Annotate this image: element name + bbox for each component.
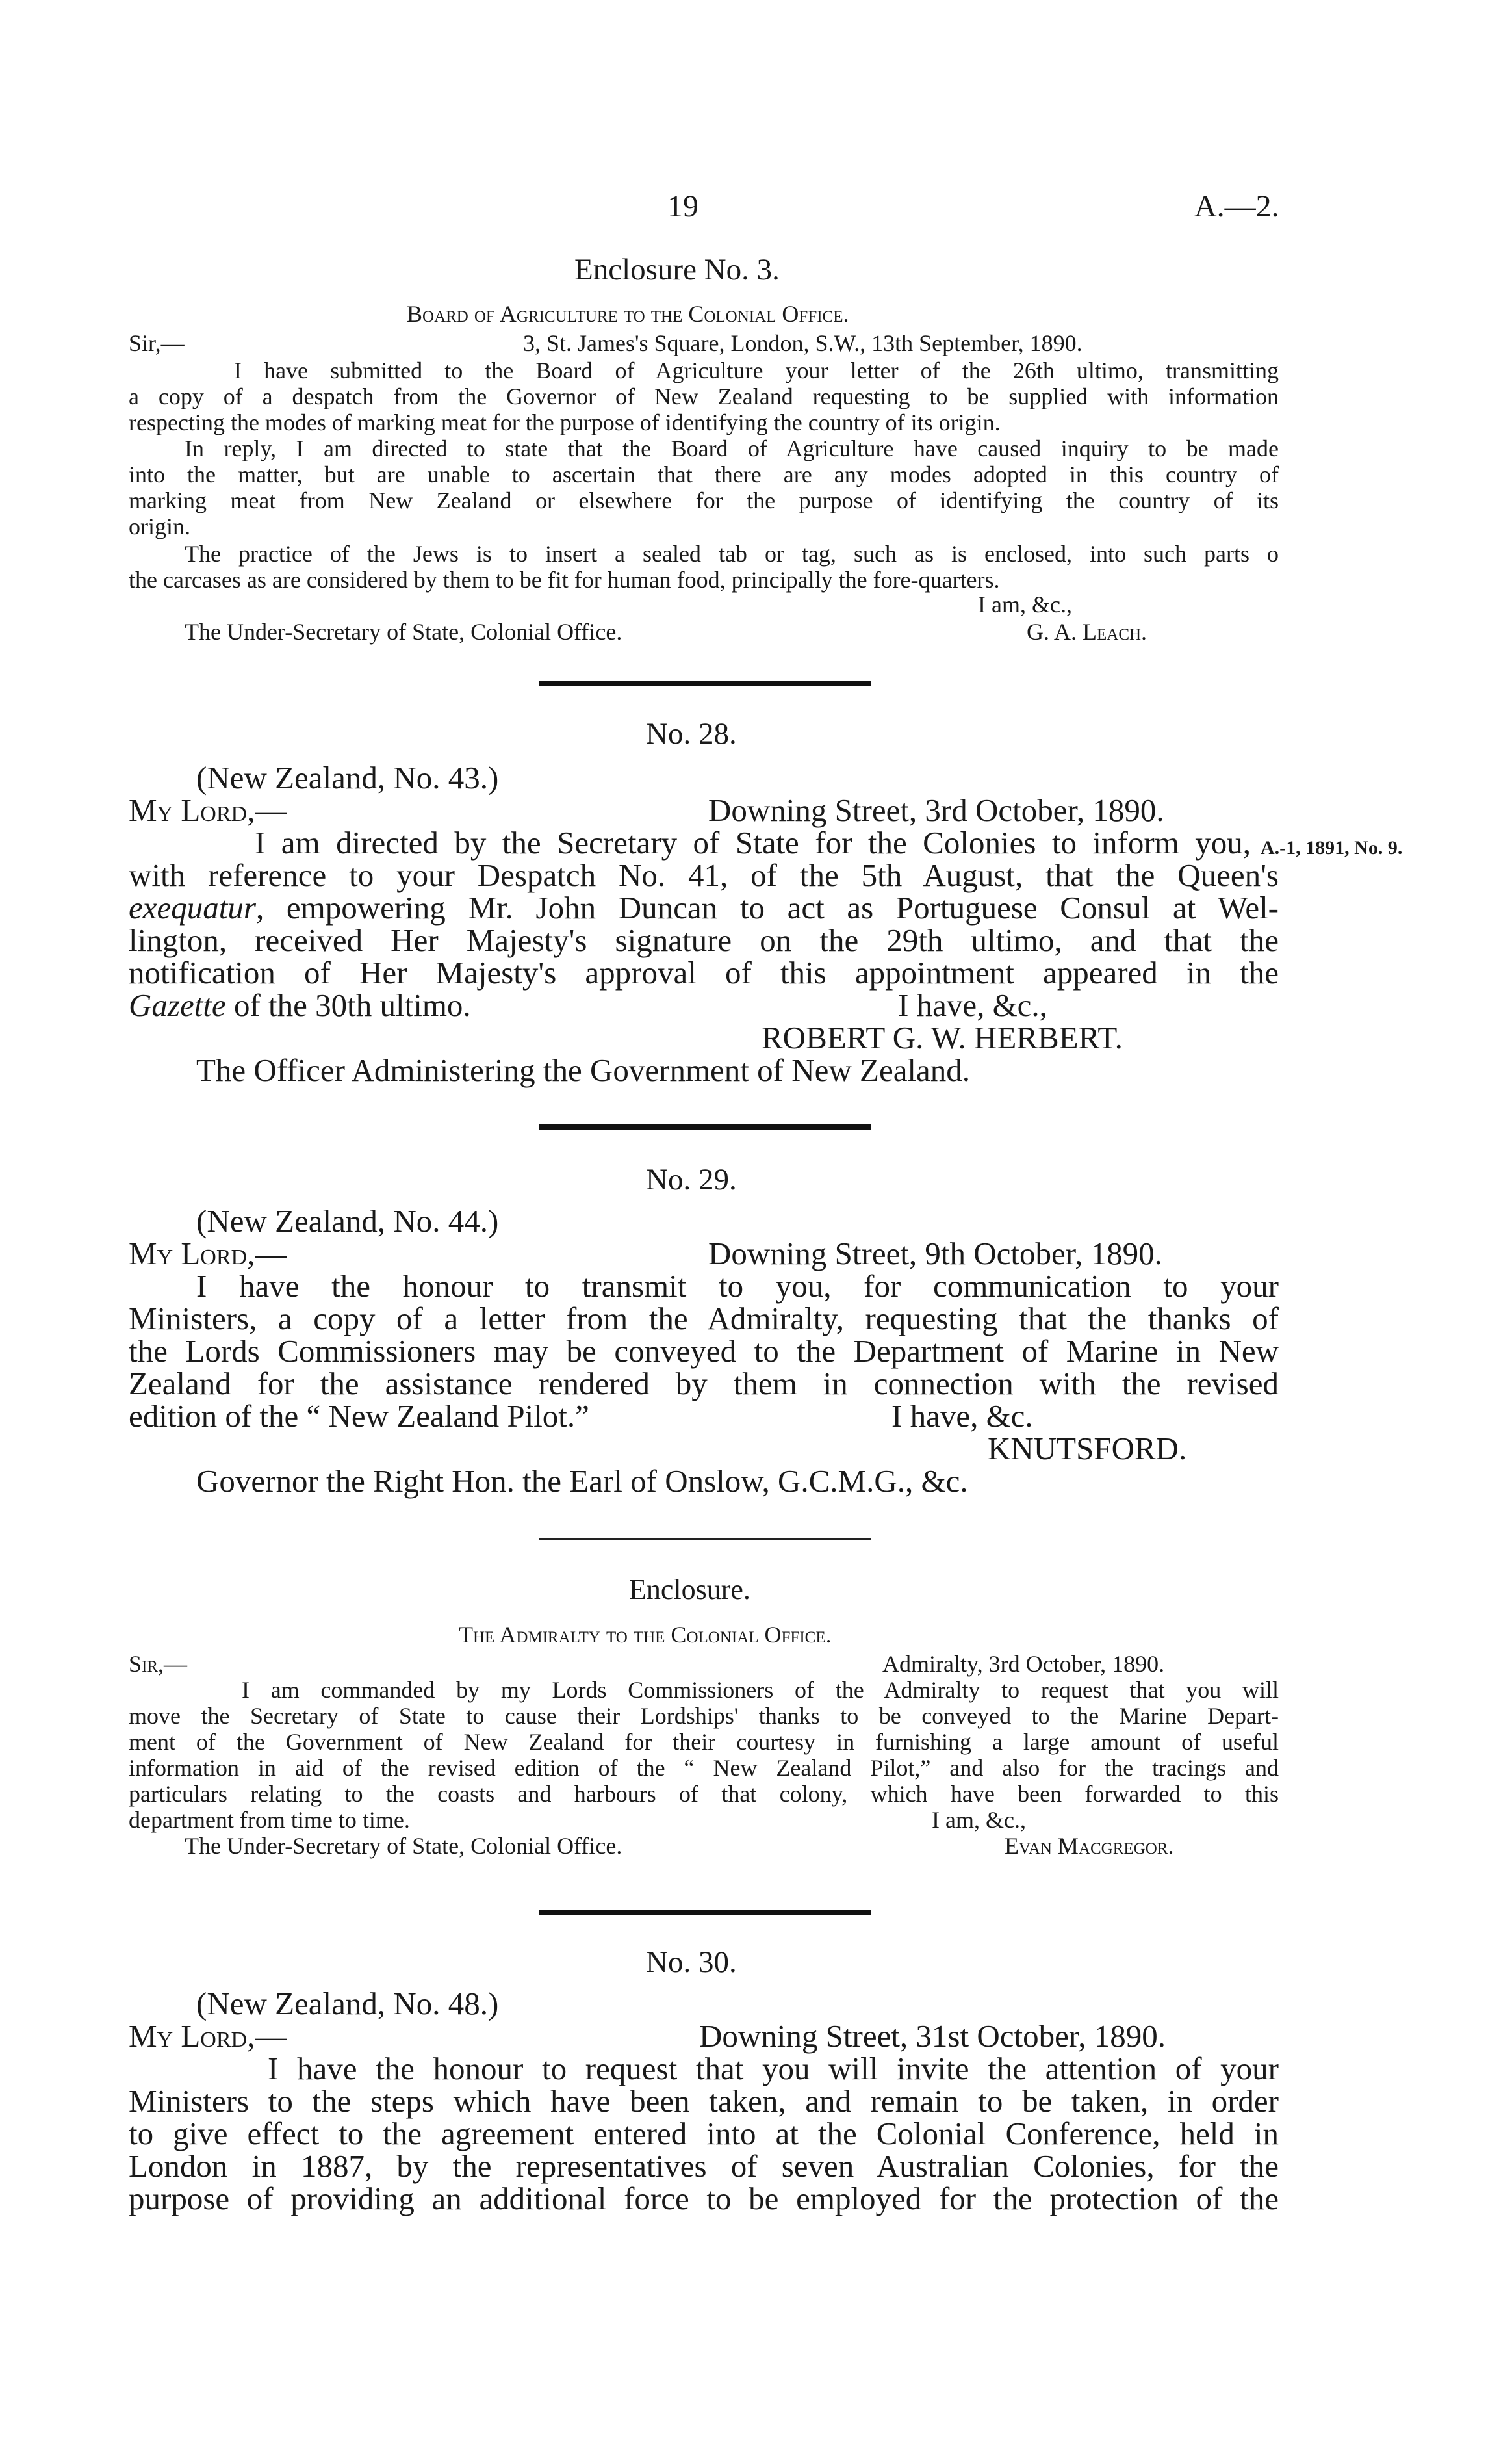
no-29-reference: (New Zealand, No. 44.) — [196, 1203, 499, 1239]
enclosure-3-line: origin. — [129, 513, 190, 539]
no-29-recipient: Governor the Right Hon. the Earl of Onslow, G.C.M.G., &c. — [196, 1463, 968, 1499]
no-28-line: notification of Her Majesty's approval of this appointment appeared in the — [129, 955, 1279, 991]
enclosure-29-line: information in aid of the revised edition of the “ New Zealand Pilot,” and also for the tracings and — [129, 1755, 1279, 1781]
enclosure-3-line: The practice of the Jews is to insert a sealed tab or tag, such as is enclosed, into such parts o — [185, 541, 1279, 567]
no-28-address: Downing Street, 3rd October, 1890. — [708, 792, 1164, 828]
no-28-line — [129, 989, 471, 1022]
enclosure-29-recipient: The Under-Secretary of State, Colonial Office. — [185, 1833, 622, 1859]
no-28-line-text: , empowering Mr. John Duncan to act as Portuguese Consul at Wel- — [255, 890, 1279, 926]
enclosure-3-line: I have submitted to the Board of Agriculture your letter of the 26th ultimo, transmitting — [234, 357, 1279, 383]
no-29-line: I have the honour to transmit to you, for communication to your — [196, 1268, 1279, 1304]
no-28-line: lington, received Her Majesty's signature on the 29th ultimo, and that the — [129, 922, 1279, 958]
enclosure-3-closing: I am, &c., — [978, 591, 1072, 617]
enclosure-3-title: Enclosure No. 3. — [574, 253, 780, 287]
enclosure-29-line: ment of the Government of New Zealand for their courtesy in furnishing a large amount of useful — [129, 1729, 1279, 1755]
enclosure-3-line: In reply, I am directed to state that the Board of Agriculture have caused inquiry to be made — [185, 435, 1279, 461]
no-30-line: purpose of providing an additional force to be employed for the protection of the — [129, 2181, 1279, 2216]
enclosure-29-title: Enclosure. — [629, 1574, 750, 1605]
section-divider — [539, 681, 871, 686]
no-30-line: I have the honour to request that you will invite the attention of your — [268, 2051, 1279, 2086]
no-29-line: Zealand for the assistance rendered by them in connection with the revised — [129, 1366, 1279, 1401]
no-28-line-text: of the 30th ultimo. — [225, 987, 471, 1023]
enclosure-29-line: department from time to time. — [129, 1807, 410, 1833]
no-30-line: to give effect to the agreement entered into at the Colonial Conference, held in — [129, 2116, 1279, 2151]
section-divider — [539, 1910, 871, 1915]
no-30-address: Downing Street, 31st October, 1890. — [699, 2018, 1166, 2054]
enclosure-3-recipient: The Under-Secretary of State, Colonial Office. — [185, 619, 622, 645]
enclosure-29-address: Admiralty, 3rd October, 1890. — [882, 1651, 1165, 1677]
margin-note: A.-1, 1891, No. 9. — [1261, 837, 1403, 859]
no-28-signature: ROBERT G. W. HERBERT. — [762, 1020, 1123, 1056]
exequatur-italic: exequatur — [129, 890, 256, 926]
enclosure-3-line: into the matter, but are unable to ascertain that there are any modes adopted in this country of — [129, 461, 1279, 487]
no-30-line: Ministers to the steps which have been taken, and remain to be taken, in order — [129, 2083, 1279, 2119]
section-divider — [539, 1124, 871, 1130]
enclosure-3-signature: G. A. Leach. — [1027, 619, 1147, 645]
page-number: 19 — [667, 189, 698, 224]
enclosure-29-subtitle: The Admiralty to the Colonial Office. — [459, 1622, 832, 1648]
enclosure-29-line: particulars relating to the coasts and harbours of that colony, which have been forwarded to this — [129, 1781, 1279, 1807]
no-30-title: No. 30. — [646, 1945, 737, 1979]
enclosure-3-line: the carcases as are considered by them to be fit for human food, principally the fore-quarters. — [129, 567, 1000, 593]
enclosure-3-salutation: Sir,— — [129, 330, 185, 356]
no-29-salutation: My Lord,— — [129, 1236, 287, 1271]
gazette-italic: Gazette — [129, 987, 226, 1023]
no-29-line: the Lords Commissioners may be conveyed to the Department of Marine in New — [129, 1333, 1279, 1369]
no-28-title: No. 28. — [646, 717, 737, 751]
enclosure-3-subtitle: Board of Agriculture to the Colonial Office. — [407, 301, 849, 327]
no-30-salutation: My Lord,— — [129, 2018, 287, 2054]
no-28-line: I am directed by the Secretary of State for the Colonies to inform you, — [255, 825, 1251, 861]
no-28-line: with reference to your Despatch No. 41, of the 5th August, that the Queen's — [129, 857, 1279, 893]
no-28-recipient: The Officer Administering the Government of New Zealand. — [196, 1052, 971, 1088]
no-28-salutation: My Lord,— — [129, 792, 287, 828]
no-30-line: London in 1887, by the representatives of seven Australian Colonies, for the — [129, 2148, 1279, 2184]
no-29-address: Downing Street, 9th October, 1890. — [708, 1236, 1162, 1271]
no-30-reference: (New Zealand, No. 48.) — [196, 1986, 499, 2021]
enclosure-29-closing: I am, &c., — [932, 1807, 1026, 1833]
enclosure-29-line: move the Secretary of State to cause their Lordships' thanks to be conveyed to the Marine Depart- — [129, 1703, 1279, 1729]
no-28-line — [129, 892, 1279, 924]
no-29-closing: I have, &c. — [891, 1398, 1033, 1434]
enclosure-3-line: a copy of a despatch from the Governor of New Zealand requesting to be supplied with information — [129, 383, 1279, 409]
enclosure-29-salutation: Sir,— — [129, 1651, 188, 1677]
no-29-line: Ministers, a copy of a letter from the Admiralty, requesting that the thanks of — [129, 1301, 1279, 1336]
document-reference: A.—2. — [1194, 189, 1279, 224]
enclosure-3-line: respecting the modes of marking meat for the purpose of identifying the country of its origin. — [129, 409, 1001, 435]
no-29-title: No. 29. — [646, 1163, 737, 1197]
no-28-reference: (New Zealand, No. 43.) — [196, 760, 499, 796]
no-28-closing: I have, &c., — [898, 987, 1047, 1023]
section-divider — [539, 1538, 871, 1540]
enclosure-3-address: 3, St. James's Square, London, S.W., 13th September, 1890. — [523, 330, 1083, 356]
enclosure-29-line: I am commanded by my Lords Commissioners of the Admiralty to request that you will — [242, 1677, 1279, 1703]
no-29-signature: KNUTSFORD. — [988, 1431, 1187, 1466]
enclosure-3-line: marking meat from New Zealand or elsewhere for the purpose of identifying the country of its — [129, 487, 1279, 513]
no-29-line: edition of the “ New Zealand Pilot.” — [129, 1398, 589, 1434]
enclosure-29-signature: Evan Macgregor. — [1005, 1833, 1174, 1859]
